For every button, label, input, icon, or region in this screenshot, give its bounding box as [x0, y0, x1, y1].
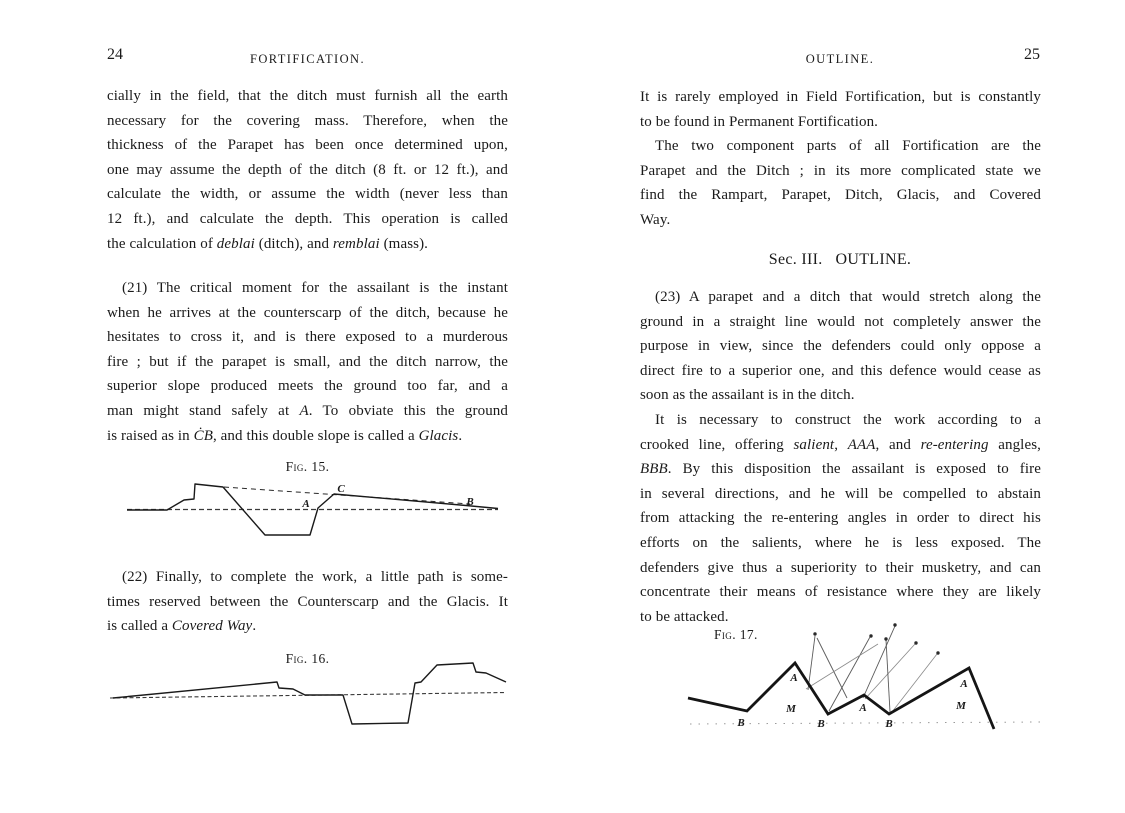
figure-16-drawing	[105, 655, 510, 733]
figure-15-caption: Fig. 15.	[285, 459, 330, 474]
paragraph-components: The two component parts of all Fortification are the Parapet and the Ditch ; in its more complicated state we find the Rampart, Parapet, Ditch, Glacis, and Covered Way.	[640, 138, 1041, 228]
fig17-label-m2: M	[956, 700, 966, 712]
figure-15-drawing	[120, 477, 502, 549]
left-page-number: 24	[107, 46, 123, 63]
paragraph-23: (23) A parapet and a ditch that would stretch along the ground in a straight line would not completely answer the purpose in view, since the defenders could only oppose a direct fire to a superior one, and this defence would cease as soon as the assailant is in the ditch.	[640, 289, 1041, 404]
section-heading: Sec. III. OUTLINE.	[768, 251, 912, 268]
fig15-label-a: A	[302, 498, 310, 510]
fig17-label-b3: B	[885, 718, 893, 730]
paragraph-intro: cially in the field, that the ditch must furnish all the earth necessary for the covering mass. Therefore, when the thickness of the Parapet has been once determined upon, one may assume the depth of the ditch (8 ft. or 12 ft.), and calculate the width, or assume the width (never less than 12 ft.), and calculate the depth. This operation is called the calculation of deblai (ditch), and remblai (mass).	[107, 88, 508, 252]
right-page-header	[640, 48, 1040, 70]
fig17-zigzag-line	[688, 663, 994, 729]
right-page-number: 25	[1024, 46, 1040, 63]
paragraph-21: (21) The critical moment for the assailant is the instant when he arrives at the counterscarp of the ditch, because he hesitates to cross it, and is there exposed to a murderous fire ; but if the parapet is small, and the ditch narrow, the superior slope produced meets the ground too far, and a man might stand safely at A. To obviate this the ground is raised as in ĊB, and this double slope is called a Glacis.	[107, 280, 508, 444]
fig15-label-b: B	[466, 496, 474, 508]
figure-17-drawing	[682, 620, 1017, 738]
fig17-label-a3: A	[960, 678, 968, 690]
left-running-header: FORTIFICATION.	[249, 52, 366, 66]
paragraph-necessary: It is necessary to construct the work according to a crooked line, offering salient, AAA, and re-entering angles, BBB. By this disposition the assailant is exposed to fire in several directions, and he will be compelled to abstain from attacking the re-entering angles in order to direct his efforts on the salients, where he is less exposed. The defenders give thus a superiority to their musketry, and can concentrate their means of resistance where they are likely to be attacked.	[640, 411, 1041, 625]
paragraph-continuation: It is rarely employed in Field Fortification, but is constantly to be found in Permanent Fortification.	[640, 89, 1041, 130]
fig17-label-b2: B	[817, 718, 825, 730]
fig15-label-c: C	[337, 483, 345, 495]
left-page-header	[107, 48, 508, 70]
paragraph-22: (22) Finally, to complete the work, a little path is some- times reserved between the Counterscarp and the Glacis. It is called a Covered Way.	[107, 569, 508, 635]
fig16-profile-line	[113, 663, 506, 724]
right-running-header: OUTLINE.	[805, 52, 875, 66]
fig17-label-a2: A	[859, 702, 867, 714]
fig17-label-a1: A	[790, 672, 798, 684]
fig17-label-b1: B	[737, 717, 745, 729]
fig17-label-m1: M	[786, 703, 796, 715]
figure-16-caption: Fig. 16.	[285, 651, 330, 666]
right-text-flow-top	[640, 85, 1041, 233]
figure-17-caption: Fig. 17.	[714, 627, 758, 642]
right-text-flow-main	[640, 285, 1041, 629]
fig17-shot-dots	[813, 623, 939, 654]
